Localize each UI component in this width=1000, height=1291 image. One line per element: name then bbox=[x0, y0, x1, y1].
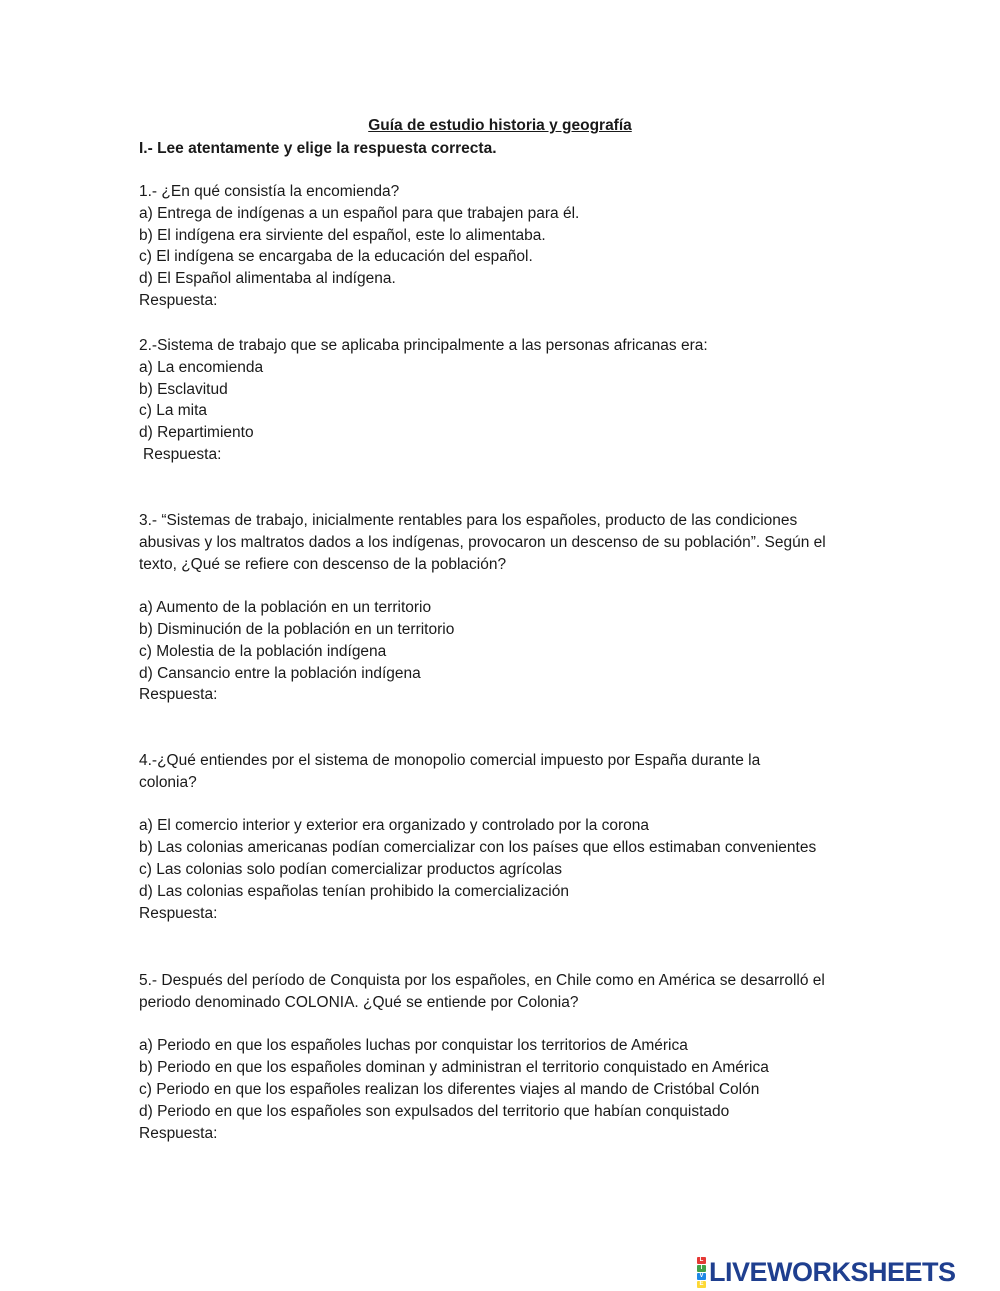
question-prompt-line-3: texto, ¿Qué se refiere con descenso de la población? bbox=[139, 555, 507, 573]
option-a[interactable]: a) Aumento de la población en un territorio bbox=[139, 599, 432, 617]
answer-label: Respuesta: bbox=[139, 904, 218, 922]
question-2 bbox=[139, 335, 869, 466]
question-prompt-line-1: 5.- Después del período de Conquista por los españoles, en Chile como en América se desarrolló el bbox=[139, 972, 825, 989]
option-a[interactable]: a) La encomienda bbox=[139, 358, 264, 376]
option-d[interactable]: d) El Español alimentaba al indígena. bbox=[139, 270, 396, 288]
option-d[interactable]: d) Periodo en que los españoles son expulsados del territorio que habían conquistado bbox=[139, 1102, 730, 1120]
question-prompt-line-2: abusivas y los maltratos dados a los indígenas, provocaron un descenso de su población”. Según el bbox=[139, 533, 826, 551]
page-title: Guía de estudio historia y geografía bbox=[368, 117, 632, 134]
option-d[interactable]: d) Cansancio entre la población indígena bbox=[139, 664, 421, 682]
question-3 bbox=[139, 510, 869, 706]
option-c[interactable]: c) La mita bbox=[139, 402, 208, 420]
question-4 bbox=[139, 750, 869, 924]
question-prompt: 2.-Sistema de trabajo que se aplicaba principalmente a las personas africanas era: bbox=[139, 337, 708, 354]
liveworksheets-logo bbox=[697, 1257, 956, 1287]
option-b[interactable]: b) Periodo en que los españoles dominan y administran el territorio conquistado en América bbox=[139, 1059, 769, 1077]
logo-cube-v: V bbox=[697, 1273, 706, 1280]
option-a[interactable]: a) El comercio interior y exterior era organizado y controlado por la corona bbox=[139, 817, 650, 835]
logo-cube-e: E bbox=[697, 1281, 706, 1288]
logo-cube-i: I bbox=[697, 1265, 706, 1272]
option-b[interactable]: b) Esclavitud bbox=[139, 380, 228, 398]
answer-label: Respuesta: bbox=[139, 686, 218, 704]
option-d[interactable]: d) Las colonias españolas tenían prohibido la comercialización bbox=[139, 882, 569, 900]
instruction-text: I.- Lee atentamente y elige la respuesta correcta. bbox=[139, 140, 497, 157]
option-a[interactable]: a) Entrega de indígenas a un español para que trabajen para él. bbox=[139, 204, 580, 222]
spacer bbox=[139, 1014, 869, 1036]
answer-label: Respuesta: bbox=[143, 445, 222, 463]
option-a[interactable]: a) Periodo en que los españoles luchas por conquistar los territorios de América bbox=[139, 1037, 688, 1055]
question-prompt-line-2: periodo denominado COLONIA. ¿Qué se entiende por Colonia? bbox=[139, 993, 579, 1011]
question-1 bbox=[139, 181, 869, 312]
option-b[interactable]: b) Las colonias americanas podían comercializar con los países que ellos estimaban convenientes bbox=[139, 839, 817, 857]
answer-label: Respuesta: bbox=[139, 291, 218, 309]
question-prompt-line-1: 3.- “Sistemas de trabajo, inicialmente rentables para los españoles, producto de las condiciones bbox=[139, 512, 798, 529]
question-prompt: 1.- ¿En qué consistía la encomienda? bbox=[139, 183, 400, 200]
logo-cubes-icon bbox=[697, 1256, 706, 1288]
question-5 bbox=[139, 970, 869, 1144]
spacer bbox=[139, 575, 869, 597]
option-c[interactable]: c) Las colonias solo podían comercializar productos agrícolas bbox=[139, 860, 563, 878]
logo-text: LIVEWORKSHEETS bbox=[709, 1257, 956, 1287]
answer-label: Respuesta: bbox=[139, 1124, 218, 1142]
option-b[interactable]: b) Disminución de la población en un territorio bbox=[139, 620, 455, 638]
question-prompt-line-1: 4.-¿Qué entiendes por el sistema de monopolio comercial impuesto por España durante la bbox=[139, 752, 761, 769]
logo-cube-l: L bbox=[697, 1257, 706, 1264]
question-prompt-line-2: colonia? bbox=[139, 773, 197, 791]
option-c[interactable]: c) Molestia de la población indígena bbox=[139, 642, 387, 660]
option-d[interactable]: d) Repartimiento bbox=[139, 424, 254, 442]
option-c[interactable]: c) Periodo en que los españoles realizan los diferentes viajes al mando de Cristóbal Colón bbox=[139, 1080, 760, 1098]
option-b[interactable]: b) El indígena era sirviente del español, este lo alimentaba. bbox=[139, 226, 546, 244]
option-c[interactable]: c) El indígena se encargaba de la educación del español. bbox=[139, 248, 533, 266]
spacer bbox=[139, 794, 869, 816]
